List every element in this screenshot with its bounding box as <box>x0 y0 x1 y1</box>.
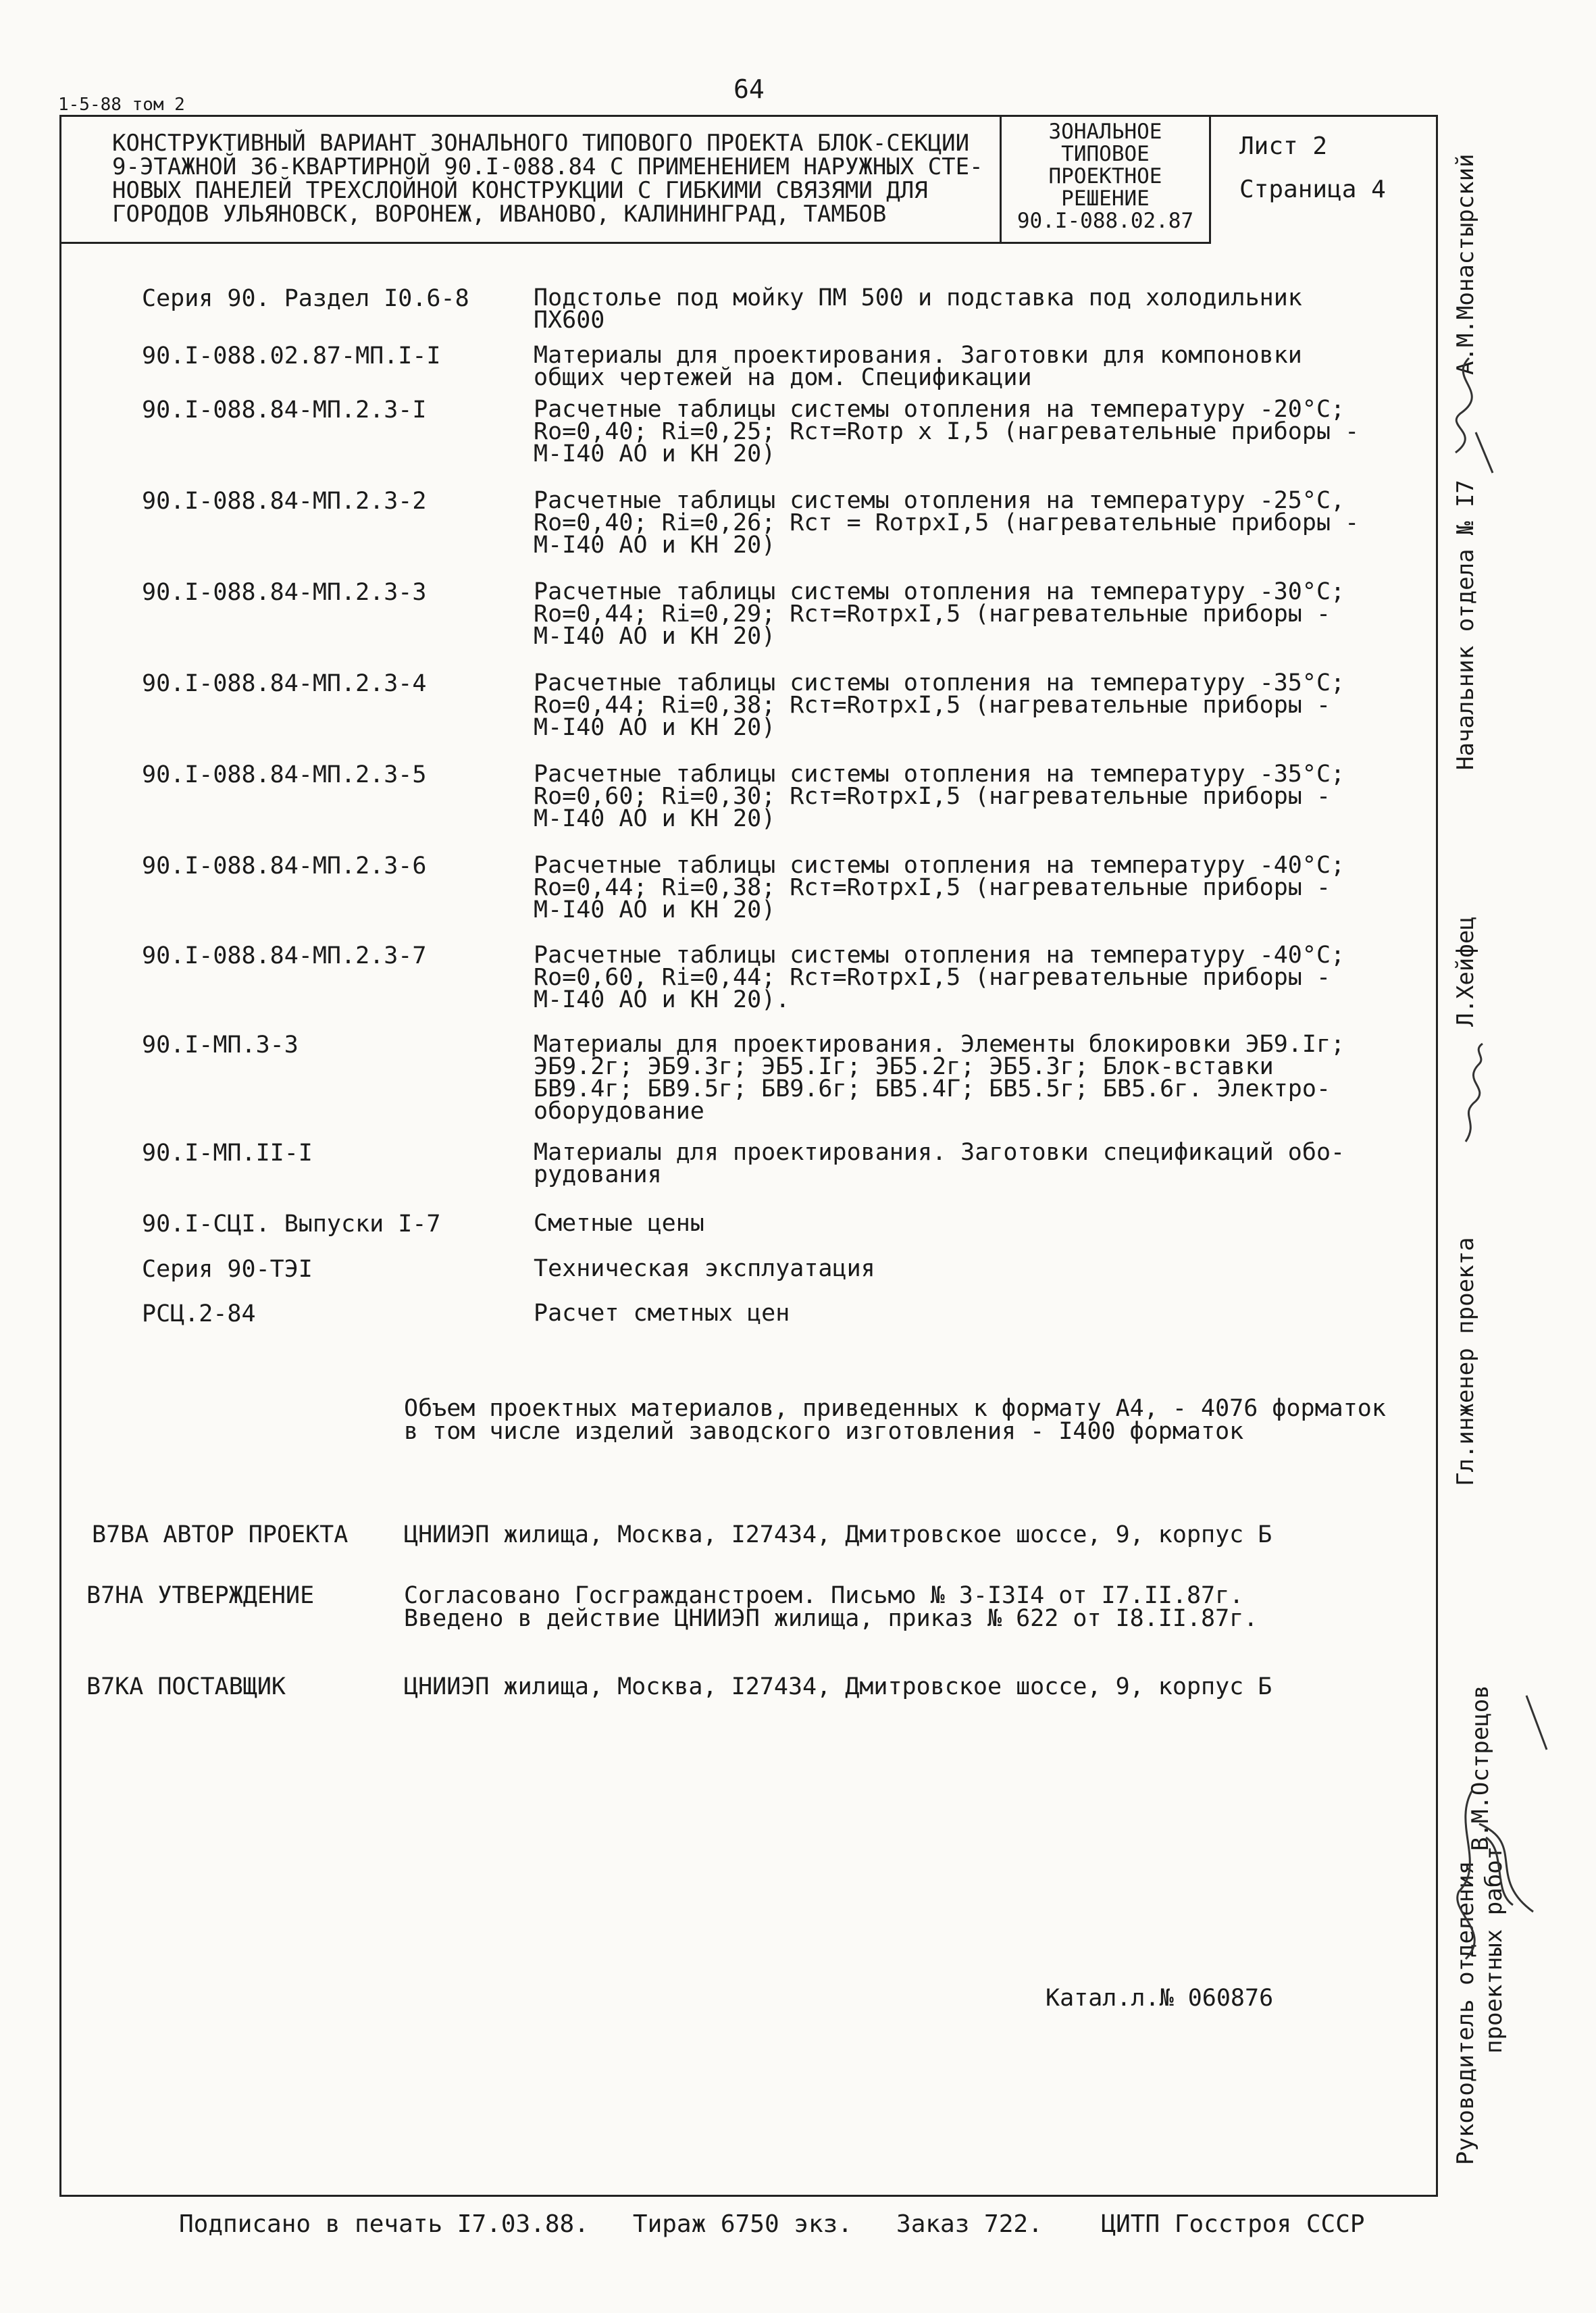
row-code: Серия 90-ТЭI <box>142 1256 313 1283</box>
entry-supplier-label: В7КА ПОСТАВЩИК <box>86 1673 286 1700</box>
signature-monastyrsky <box>1428 351 1510 480</box>
row-code: 90.I-088.84-МП.2.3-6 <box>142 853 427 880</box>
signature-ostretsov <box>1445 1689 1574 1979</box>
row-description-line: оборудование <box>534 1098 704 1125</box>
entry-author-text: ЦНИИЭП жилища, Москва, I27434, Дмитровское шоссе, 9, корпус Б <box>404 1521 1272 1548</box>
volume-note-line: Объем проектных материалов, приведенных к формату А4, - 4076 форматок <box>404 1395 1386 1422</box>
page-number: 64 <box>733 74 765 104</box>
catalog-number: Катал.л.№ 060876 <box>1046 1985 1274 2012</box>
row-description <box>534 669 1378 741</box>
row-description-line: Расчетные таблицы системы отопления на температуру -20°С; <box>534 396 1345 423</box>
signature-heyfets <box>1452 1040 1499 1148</box>
row-description <box>534 763 1378 830</box>
row-description-line: Ro=0,44; Ri=0,38; Rст=RoтрxI,5 (нагревательные приборы - <box>534 692 1331 719</box>
volume-ref: 1-5-88 том 2 <box>58 95 185 115</box>
row-code: Серия 90. Раздел I0.6-8 <box>142 285 469 312</box>
header-stamp-line: РЕШЕНИЕ <box>1061 186 1150 211</box>
row-code: 90.I-088.84-МП.2.3-7 <box>142 942 427 969</box>
row-description <box>534 1139 1378 1188</box>
row-code: 90.I-088.84-МП.2.3-5 <box>142 761 427 788</box>
row-description <box>534 944 1378 1011</box>
side-chief-engineer: Гл.инженер проекта <box>1452 1237 1479 1486</box>
row-description-line: рудования <box>534 1161 662 1188</box>
row-description-line: Материалы для проектирования. Заготовки для компоновки <box>534 342 1302 369</box>
row-description-line: Техническая эксплуатация <box>534 1255 875 1282</box>
row-description-line: Расчетные таблицы системы отопления на температуру -40°С; <box>534 852 1345 879</box>
header-title-line: КОНСТРУКТИВНЫЙ ВАРИАНТ ЗОНАЛЬНОГО ТИПОВОГО ПРОЕКТА БЛОК-СЕКЦИИ <box>112 130 970 157</box>
row-description-line: ПХ600 <box>534 307 605 334</box>
row-description-line: Расчетные таблицы системы отопления на температуру -30°С; <box>534 578 1345 605</box>
row-description-line: Ro=0,60, Ri=0,44; Rст=RoтрxI,5 (нагревательные приборы - <box>534 964 1331 991</box>
header-stamp <box>1002 117 1211 244</box>
row-code: 90.I-088.02.87-МП.I-I <box>142 342 441 370</box>
row-description <box>534 1031 1378 1125</box>
row-description <box>534 342 1378 391</box>
row-description-line: Подстолье под мойку ПМ 500 и подставка под холодильник <box>534 284 1302 311</box>
row-description <box>534 1302 1378 1325</box>
sheet-label: Лист 2 <box>1239 132 1328 160</box>
row-description-line: Ro=0,40; Ri=0,26; Rст = RoтрxI,5 (нагревательные приборы - <box>534 509 1360 536</box>
row-code: 90.I-МП.II-I <box>142 1140 313 1167</box>
row-description-line: Расчетные таблицы системы отопления на температуру -40°С; <box>534 942 1345 969</box>
row-description-line: Сметные цены <box>534 1210 704 1237</box>
header-title-line: НОВЫХ ПАНЕЛЕЙ ТРЕХСЛОЙНОЙ КОНСТРУКЦИИ С ГИБКИМИ СВЯЗЯМИ ДЛЯ <box>112 177 928 204</box>
row-description-line: Ro=0,40; Ri=0,25; Rст=Roтр x I,5 (нагревательные приборы - <box>534 418 1360 445</box>
row-code: 90.I-088.84-МП.2.3-4 <box>142 670 427 697</box>
row-description <box>534 284 1378 334</box>
row-description-line: М-I40 АО и КН 20) <box>534 896 776 923</box>
entry-approval-label: В7НА УТВЕРЖДЕНИЕ <box>86 1582 315 1609</box>
row-description-line: Материалы для проектирования. Заготовки спецификаций обо- <box>534 1139 1345 1166</box>
row-description-line: Расчетные таблицы системы отопления на температуру -25°С, <box>534 487 1345 514</box>
entry-author-label: В7ВА АВТОР ПРОЕКТА <box>92 1521 349 1548</box>
side-ostretsov: В.М.Острецов <box>1467 1685 1494 1851</box>
header-title <box>61 117 1002 244</box>
header-stamp-line: ЗОНАЛЬНОЕ <box>1048 120 1162 144</box>
header-stamp-line: 90.I-088.02.87 <box>1016 209 1194 233</box>
page-label: Страница 4 <box>1239 176 1386 203</box>
row-description <box>534 1210 1378 1237</box>
header-title-line: 9-ЭТАЖНОЙ 36-КВАРТИРНОЙ 90.I-088.84 С ПРИМЕНЕНИЕМ НАРУЖНЫХ СТЕ- <box>112 153 983 180</box>
header-stamp-line: ПРОЕКТНОЕ <box>1048 164 1162 188</box>
row-description-line: М-I40 АО и КН 20). <box>534 986 790 1013</box>
row-description-line: М-I40 АО и КН 20) <box>534 440 776 467</box>
row-description <box>534 487 1378 559</box>
row-description <box>534 852 1378 923</box>
side-head-line2: проектных работ <box>1481 1846 1508 2054</box>
row-description-line: М-I40 АО и КН 20) <box>534 532 776 559</box>
row-description-line: Ro=0,60; Ri=0,30; Rст=RoтрxI,5 (нагревательные приборы - <box>534 783 1331 810</box>
row-code: 90.I-088.84-МП.2.3-3 <box>142 579 427 606</box>
row-code: РСЦ.2-84 <box>142 1300 256 1327</box>
row-code: 90.I-МП.3-3 <box>142 1032 299 1059</box>
row-code: 90.I-СЦI. Выпуски I-7 <box>142 1211 441 1238</box>
row-description-line: Расчетные таблицы системы отопления на температуру -35°С; <box>534 669 1345 696</box>
row-description-line: Расчет сметных цен <box>534 1300 790 1327</box>
row-description-line: М-I40 АО и КН 20) <box>534 714 776 741</box>
row-code: 90.I-088.84-МП.2.3-I <box>142 397 427 424</box>
header-stamp-line: ТИПОВОЕ <box>1061 142 1150 166</box>
entry-supplier-text: ЦНИИЭП жилища, Москва, I27434, Дмитровское шоссе, 9, корпус Б <box>404 1673 1272 1700</box>
volume-note <box>404 1397 1386 1443</box>
entry-approval-line: Согласовано Госгражданстроем. Письмо № 3-I3I4 от I7.II.87г. <box>404 1582 1244 1609</box>
header-title-line: ГОРОДОВ УЛЬЯНОВСК, ВОРОНЕЖ, ИВАНОВО, КАЛИНИНГРАД, ТАМБОВ <box>112 201 887 228</box>
side-dept-head: Начальник отдела № I7 <box>1452 480 1479 770</box>
row-description-line: БВ9.4г; БВ9.5г; БВ9.6г; БВ5.4Г; БВ5.5г; БВ5.6г. Электро- <box>534 1075 1331 1102</box>
row-description <box>534 396 1378 467</box>
volume-note-line: в том числе изделий заводского изготовления - I400 форматок <box>404 1418 1244 1445</box>
header-sheet-info <box>1211 117 1437 244</box>
side-head-line1: Руководитель отделения <box>1452 1860 1479 2165</box>
row-description-line: М-I40 АО и КН 20) <box>534 805 776 832</box>
print-footer: Подписано в печать I7.03.88. Тираж 6750 экз. Заказ 722. ЦИТП Госстроя СССР <box>179 2210 1365 2238</box>
entry-approval-line: Введено в действие ЦНИИЭП жилища, приказ № 622 от I8.II.87г. <box>404 1605 1258 1632</box>
entry-approval-text <box>404 1584 1258 1630</box>
row-code: 90.I-088.84-МП.2.3-2 <box>142 488 427 515</box>
row-description-line: Расчетные таблицы системы отопления на температуру -35°С; <box>534 761 1345 788</box>
side-monastyrsky: А.М.Монастырский <box>1452 153 1479 375</box>
row-description <box>534 1255 1378 1282</box>
row-description-line: М-I40 АО и КН 20) <box>534 623 776 650</box>
row-description-line: Ro=0,44; Ri=0,29; Rст=RoтрxI,5 (нагревательные приборы - <box>534 601 1331 628</box>
row-description <box>534 578 1378 650</box>
row-description-line: Материалы для проектирования. Элементы блокировки ЭБ9.Iг; <box>534 1031 1345 1058</box>
row-description-line: ЭБ9.2г; ЭБ9.3г; ЭБ5.Iг; ЭБ5.2г; ЭБ5.3г; Блок-вставки <box>534 1053 1274 1080</box>
side-heyfets: Л.Хейфец <box>1452 916 1479 1027</box>
row-description-line: Ro=0,44; Ri=0,38; Rст=RoтрxI,5 (нагревательные приборы - <box>534 874 1331 901</box>
row-description-line: общих чертежей на дом. Спецификации <box>534 364 1032 391</box>
